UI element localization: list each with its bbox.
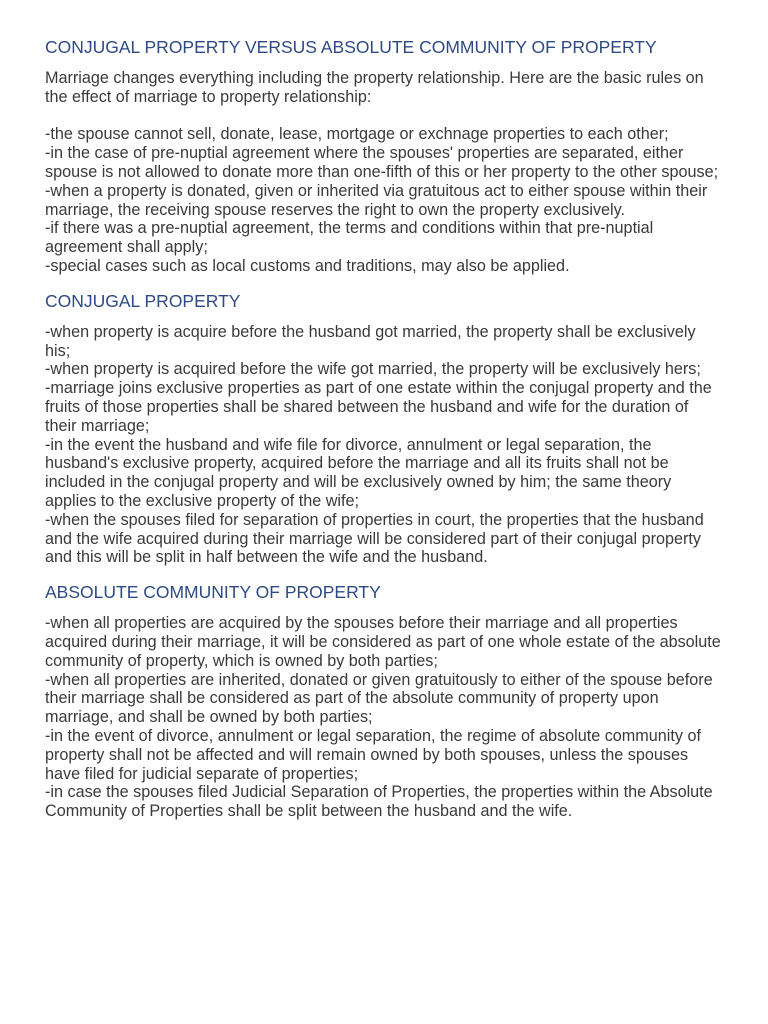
conjugal-item: -when property is acquire before the husband got married, the property shall be exclusively his;: [45, 322, 696, 360]
absolute-item: -in the event of divorce, annulment or legal separation, the regime of absolute community of property shall not be affected and will remain owned by both spouses, unless the spouses have filed for judicial separate of properties;: [45, 726, 701, 783]
absolute-item: -when all properties are acquired by the spouses before their marriage and all properties acquired during their marriage, it will be considered as part of one whole estate of the absolute community of property, which is owned by both parties;: [45, 614, 721, 670]
conjugal-item: -marriage joins exclusive properties as part of one estate within the conjugal property and the fruits of those properties shall be shared between the husband and wife for the duration of their marriage;: [45, 379, 712, 435]
absolute-item: -when all properties are inherited, donated or given gratuitously to either of the spouse before their marriage shall be considered as part of the absolute community of property upon marriage, and shall be owned by both parties;: [45, 670, 713, 727]
conjugal-item: -when the spouses filed for separation of properties in court, the properties that the husband and the wife acquired during their marriage will be considered part of their conjugal property and this will be split in half between the wife and the husband.: [45, 510, 704, 567]
intro-paragraph: Marriage changes everything including the property relationship. Here are the basic rules on the effect of marriage to property relationship:: [45, 69, 704, 106]
conjugal-item: -in the event the husband and wife file for divorce, annulment or legal separation, the husband's exclusive property, acquired before the marriage and all its fruits shall not be included in the conjugal property and will be exclusively owned by him; the same theory applies to the exclusive property of the wife;: [45, 435, 672, 510]
absolute-item: -in case the spouses filed Judicial Separation of Properties, the properties within the Absolute Community of Properties shall be split between the husband and the wife.: [45, 783, 713, 821]
rule-item: -special cases such as local customs and traditions, may also be applied.: [45, 256, 570, 275]
rule-item: -in the case of pre-nuptial agreement where the spouses' properties are separated, either spouse is not allowed to donate more than one-fifth of this or her property to the other spouse;: [45, 144, 719, 181]
rule-item: -when a property is donated, given or inherited via gratuitous act to either spouse within their marriage, the receiving spouse reserves the right to own the property exclusively.: [45, 181, 708, 219]
absolute-heading: ABSOLUTE COMMUNITY OF PROPERTY: [45, 582, 381, 603]
rule-item: -the spouse cannot sell, donate, lease, mortgage or exchnage properties to each other;: [45, 125, 669, 144]
conjugal-heading: CONJUGAL PROPERTY: [45, 290, 241, 311]
conjugal-item: -when property is acquired before the wife got married, the property will be exclusively hers;: [45, 360, 701, 379]
document-title: CONJUGAL PROPERTY VERSUS ABSOLUTE COMMUNITY OF PROPERTY: [45, 37, 657, 57]
rule-item: -if there was a pre-nuptial agreement, the terms and conditions within that pre-nuptial agreement shall apply;: [45, 219, 654, 257]
